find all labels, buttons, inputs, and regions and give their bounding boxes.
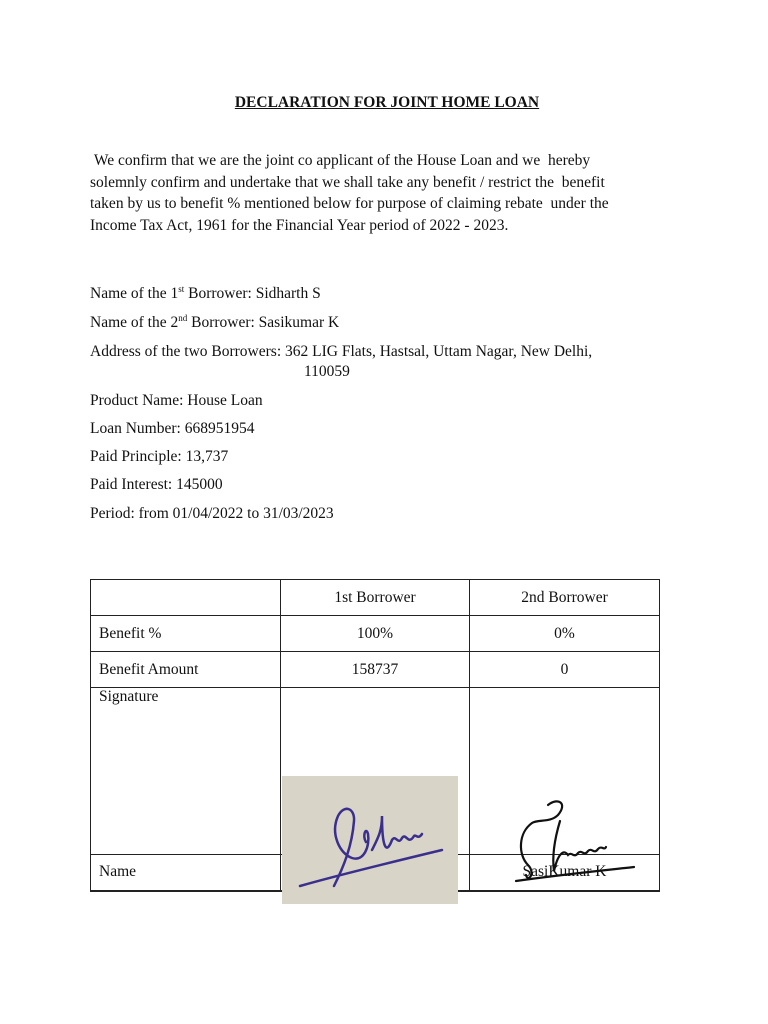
signature-row <box>91 688 660 855</box>
period-field: Period: from 01/04/2022 to 31/03/2023 <box>90 505 334 522</box>
table-header-cell: 2nd Borrower <box>470 580 660 616</box>
table-row <box>91 652 660 688</box>
benefit-table <box>90 579 660 892</box>
table-cell-label: Name <box>91 855 281 891</box>
signature-image-2 <box>488 793 648 893</box>
signature-underline <box>516 867 634 881</box>
table-cell-label: Benefit % <box>91 616 281 652</box>
product-field: Product Name: House Loan <box>90 392 263 409</box>
intro-line: taken by us to benefit % mentioned below for purpose of claiming rebate under the <box>90 195 609 212</box>
intro-paragraph <box>90 150 680 236</box>
borrower1-prefix: Name of the 1 <box>90 285 179 302</box>
signature-cell-1 <box>281 688 470 855</box>
document-title: DECLARATION FOR JOINT HOME LOAN <box>234 94 540 111</box>
table-cell: SasiKumar K <box>470 855 660 891</box>
table-cell: 100% <box>281 616 470 652</box>
table-cell: 0% <box>470 616 660 652</box>
table-row <box>91 616 660 652</box>
borrower2-name: Borrower: Sasikumar K <box>187 314 340 331</box>
borrower2-prefix: Name of the 2 <box>90 314 179 331</box>
loan-number-field: Loan Number: 668951954 <box>90 420 255 437</box>
borrower2-field <box>90 314 339 332</box>
address-pincode: 110059 <box>304 363 350 380</box>
table-header-cell <box>91 580 281 616</box>
intro-line: solemnly confirm and undertake that we shall take any benefit / restrict the benefit <box>90 173 605 191</box>
paid-principle-field: Paid Principle: 13,737 <box>90 448 229 465</box>
intro-line: We confirm that we are the joint co applicant of the House Loan and we hereby <box>90 152 591 169</box>
intro-line: Income Tax Act, 1961 for the Financial Year period of 2022 - 2023. <box>90 216 509 234</box>
signature-image-1 <box>282 776 458 904</box>
table-cell-label: Benefit Amount <box>91 652 281 688</box>
table-header-cell: 1st Borrower <box>281 580 470 616</box>
signature-stroke <box>553 821 606 871</box>
table-cell-label: Signature <box>91 688 281 855</box>
signature-cell-2 <box>470 688 660 855</box>
borrower2-sup: nd <box>178 313 188 323</box>
borrower1-name: Borrower: Sidharth S <box>184 285 321 302</box>
borrower1-field <box>90 285 321 303</box>
address-field: Address of the two Borrowers: 362 LIG Flats, Hastsal, Uttam Nagar, New Delhi, <box>90 343 593 360</box>
table-header-row <box>91 580 660 616</box>
paid-interest-field: Paid Interest: 145000 <box>90 476 223 493</box>
borrower1-sup: st <box>178 284 185 294</box>
table-cell: 158737 <box>281 652 470 688</box>
table-cell: 0 <box>470 652 660 688</box>
